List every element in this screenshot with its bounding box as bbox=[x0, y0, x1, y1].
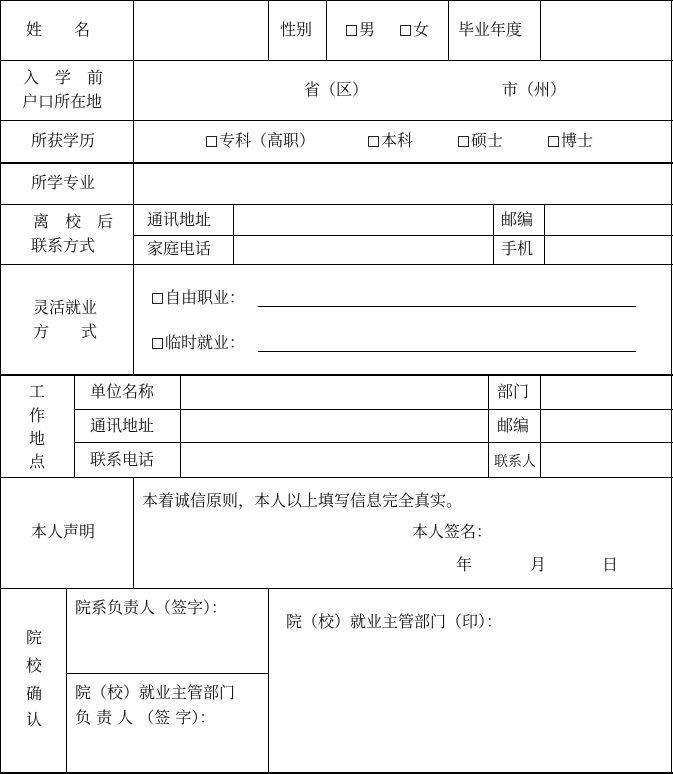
unit-name-input[interactable] bbox=[181, 376, 488, 409]
temporary-input-line[interactable] bbox=[258, 351, 636, 352]
work-address-label: 通讯地址 bbox=[90, 416, 155, 435]
row-divider bbox=[0, 588, 673, 589]
department-input[interactable] bbox=[541, 376, 671, 409]
col-divider bbox=[74, 374, 75, 477]
major-input[interactable] bbox=[134, 164, 671, 204]
signature-label: 本人签名： bbox=[412, 522, 493, 541]
school-confirm-char: 院 bbox=[26, 628, 43, 647]
grad-year-label: 毕业年度 bbox=[458, 20, 523, 39]
contact-label-line1: 离 校 后 bbox=[33, 212, 114, 231]
school-confirm-char: 认 bbox=[26, 710, 43, 729]
workplace-label-char: 地 bbox=[29, 429, 46, 448]
border-left bbox=[0, 0, 1, 774]
contact-address-label: 通讯地址 bbox=[147, 210, 212, 229]
col-divider bbox=[493, 204, 494, 264]
workplace-label-char: 工 bbox=[29, 382, 46, 401]
gender-label: 性别 bbox=[280, 20, 313, 39]
workplace-label-char: 点 bbox=[29, 452, 46, 471]
flexible-label-line1: 灵活就业 bbox=[33, 298, 98, 317]
col-divider bbox=[66, 588, 67, 774]
degree-label: 所获学历 bbox=[31, 131, 96, 150]
hukou-input[interactable] bbox=[134, 61, 671, 120]
contact-mobile-label: 手机 bbox=[501, 239, 534, 258]
workplace-label-char: 作 bbox=[29, 406, 46, 425]
checkbox-icon bbox=[400, 25, 411, 36]
work-phone-label: 联系电话 bbox=[90, 450, 155, 469]
temporary-option[interactable]: 临时就业： bbox=[152, 333, 245, 353]
row-divider bbox=[66, 673, 268, 674]
gender-female-option[interactable]: 女 bbox=[400, 20, 429, 40]
checkbox-icon bbox=[206, 136, 217, 147]
freelance-input-line[interactable] bbox=[258, 306, 636, 307]
department-label: 部门 bbox=[497, 382, 530, 401]
contact-person-input[interactable] bbox=[541, 443, 671, 477]
contact-postcode-input[interactable] bbox=[545, 205, 671, 235]
degree-option-vocational[interactable]: 专科（高职） bbox=[206, 131, 315, 151]
contact-address-input[interactable] bbox=[234, 205, 493, 235]
name-input[interactable] bbox=[134, 1, 268, 60]
city-label: 市（州） bbox=[502, 80, 567, 99]
checkbox-icon bbox=[458, 136, 469, 147]
contact-label-line2: 联系方式 bbox=[31, 236, 96, 255]
major-label: 所学专业 bbox=[31, 173, 96, 192]
work-address-input[interactable] bbox=[181, 410, 488, 442]
flexible-label-line2: 方 式 bbox=[33, 322, 98, 341]
row-divider bbox=[0, 477, 673, 478]
declaration-text: 本着诚信原则，本人以上填写信息完全真实。 bbox=[142, 491, 463, 510]
office-stamp-label: 院（校）就业主管部门（印）： bbox=[286, 612, 503, 631]
col-divider bbox=[268, 0, 269, 60]
contact-phone-input[interactable] bbox=[234, 236, 493, 264]
row-divider bbox=[0, 120, 673, 121]
degree-option-master[interactable]: 硕士 bbox=[458, 131, 503, 151]
work-phone-input[interactable] bbox=[181, 443, 488, 477]
border-right bbox=[671, 0, 672, 774]
gender-male-option[interactable]: 男 bbox=[346, 20, 375, 40]
col-divider bbox=[133, 477, 134, 588]
office-stamp-area[interactable] bbox=[269, 640, 671, 770]
contact-phone-label: 家庭电话 bbox=[147, 239, 212, 258]
checkbox-icon bbox=[346, 25, 357, 36]
row-divider bbox=[0, 264, 673, 265]
checkbox-icon bbox=[548, 136, 559, 147]
office-head-line2: 负 责 人 （签 字）： bbox=[75, 708, 216, 727]
contact-person-label: 联系人 bbox=[494, 454, 536, 470]
checkbox-icon bbox=[368, 136, 379, 147]
degree-option-doctor[interactable]: 博士 bbox=[548, 131, 593, 151]
unit-name-label: 单位名称 bbox=[90, 382, 155, 401]
date-month-label: 月 bbox=[530, 555, 547, 574]
degree-option-bachelor[interactable]: 本科 bbox=[368, 131, 413, 151]
contact-mobile-input[interactable] bbox=[545, 236, 671, 264]
col-divider bbox=[326, 0, 327, 60]
dept-head-signature-label: 院系负责人（签字）： bbox=[75, 598, 228, 617]
school-confirm-char: 校 bbox=[26, 656, 43, 675]
school-confirm-char: 确 bbox=[26, 684, 43, 703]
checkbox-icon bbox=[152, 293, 163, 304]
date-day-label: 日 bbox=[602, 555, 619, 574]
date-year-label: 年 bbox=[456, 555, 473, 574]
col-divider bbox=[488, 374, 489, 477]
col-divider bbox=[448, 0, 449, 60]
hukou-label-line1: 入 学 前 bbox=[23, 68, 104, 87]
work-postcode-label: 邮编 bbox=[497, 416, 530, 435]
office-head-line1: 院（校）就业主管部门 bbox=[75, 683, 236, 702]
hukou-label-line2: 户口所在地 bbox=[22, 92, 103, 111]
declaration-label: 本人声明 bbox=[31, 522, 96, 541]
contact-postcode-label: 邮编 bbox=[501, 210, 534, 229]
grad-year-input[interactable] bbox=[541, 1, 671, 60]
checkbox-icon bbox=[152, 338, 163, 349]
dept-head-signature-area[interactable] bbox=[67, 620, 267, 672]
freelance-option[interactable]: 自由职业： bbox=[152, 288, 245, 308]
province-label: 省（区） bbox=[304, 80, 369, 99]
name-label: 姓 名 bbox=[26, 20, 91, 39]
work-postcode-input[interactable] bbox=[541, 410, 671, 442]
